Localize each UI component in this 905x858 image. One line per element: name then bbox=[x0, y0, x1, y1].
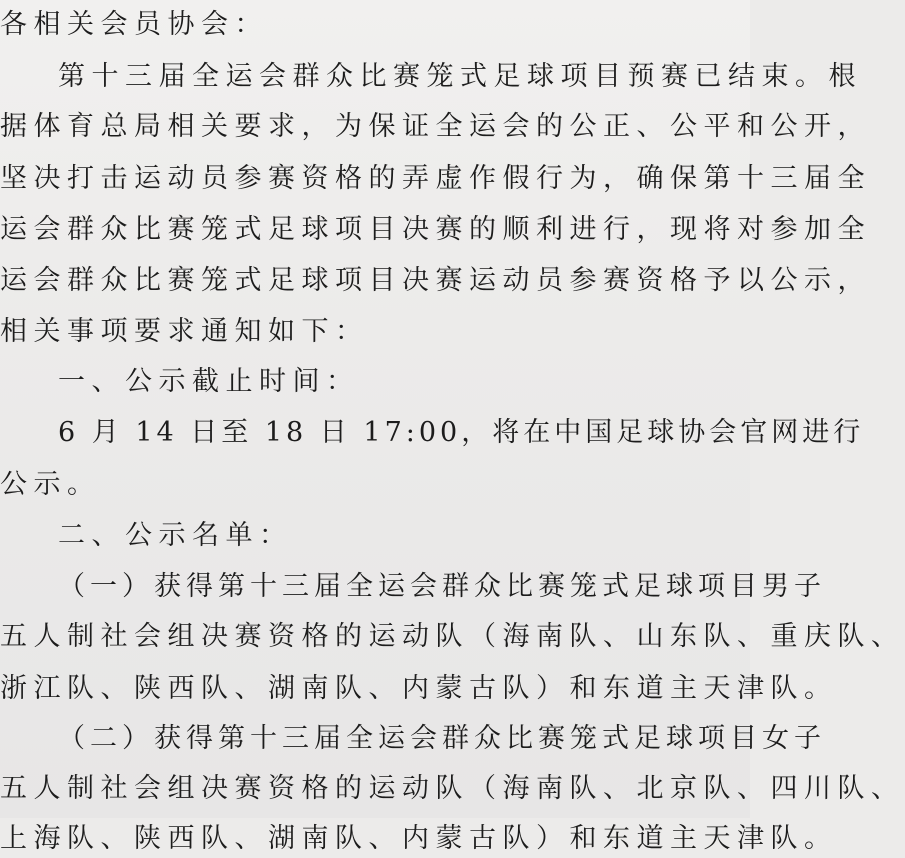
section-heading-1: 一、公示截止时间： bbox=[58, 366, 360, 397]
paragraph-1-line-4: 运会群众比赛笼式足球项目决赛的顺利进行，现将对参加全 bbox=[0, 214, 871, 245]
paragraph-4-line-3: 上海队、陕西队、湖南队、内蒙古队）和东道主天津队。 bbox=[0, 823, 838, 854]
paragraph-1-line-6: 相关事项要求通知如下： bbox=[0, 316, 369, 347]
paragraph-3-line-1: （一）获得第十三届全运会群众比赛笼式足球项目男子 bbox=[58, 571, 826, 602]
section-heading-2: 二、公示名单： bbox=[58, 520, 293, 551]
paragraph-1-line-2: 据体育总局相关要求，为保证全运会的公正、公平和公开， bbox=[0, 111, 871, 142]
paragraph-2-line-1: 6 月 14 日至 18 日 17:00，将在中国足球协会官网进行 bbox=[58, 417, 865, 448]
paragraph-2-line-2: 公示。 bbox=[0, 469, 101, 500]
paragraph-4-line-1: （二）获得第十三届全运会群众比赛笼式足球项目女子 bbox=[58, 723, 826, 754]
paragraph-3-line-2: 五人制社会组决赛资格的运动队（海南队、山东队、重庆队、 bbox=[0, 621, 905, 652]
paragraph-4-line-2: 五人制社会组决赛资格的运动队（海南队、北京队、四川队、 bbox=[0, 773, 905, 804]
paragraph-1-line-1: 第十三届全运会群众比赛笼式足球项目预赛已结束。根 bbox=[58, 61, 862, 92]
salutation: 各相关会员协会： bbox=[0, 9, 268, 40]
paragraph-3-line-3: 浙江队、陕西队、湖南队、内蒙古队）和东道主天津队。 bbox=[0, 673, 838, 704]
paragraph-1-line-5: 运会群众比赛笼式足球项目决赛运动员参赛资格予以公示， bbox=[0, 265, 871, 296]
paragraph-1-line-3: 坚决打击运动员参赛资格的弄虚作假行为，确保第十三届全 bbox=[0, 163, 871, 194]
